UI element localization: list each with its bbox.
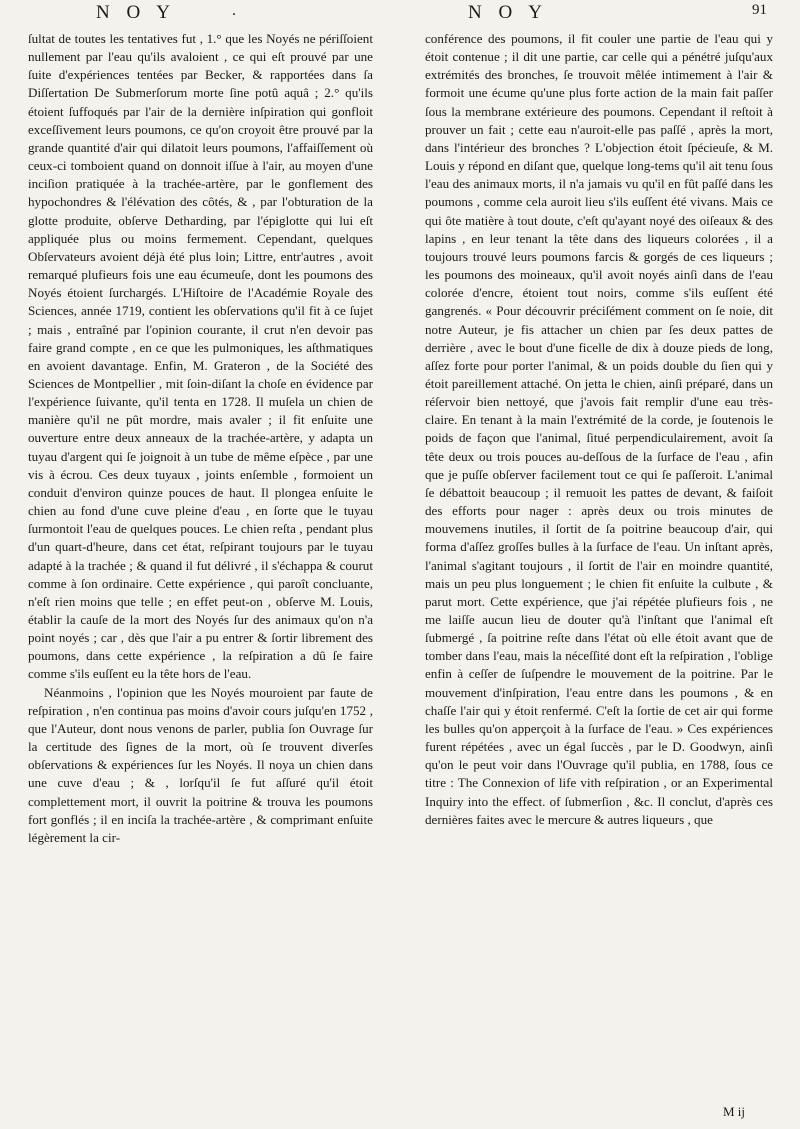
- right-text-column: [425, 30, 773, 829]
- right-paragraph-1: conférence des poumons, il fit couler une partie de l'eau qui y étoit contenue ; il dit une partie, car celle qui a pénétré juſqu'aux extrémités des bronches, ſe trouvoit mêlée intimement à l'air & formoit une écume qu'une plus forte action de la main fait paſſer ſous la membrane extérieure des poumons. Cependant il reſtoit à prouver un fait ; cette eau n'auroit-elle pas paſſé , après la mort, dans l'intérieur des bronches ? L'objection étoit ſpécieuſe, & M. Louis y répond en diſant que, quelque long-tems qu'il ait tenu ſous l'eau des animaux morts, il n'a jamais vu qu'il en fût paſſé dans les poumons , comme cela auroit lieu s'ils euſſent été vivans. Mais ce qui ôte matière à tout doute, c'eſt qu'ayant noyé des oiſeaux & des lapins , en leur tenant la tête dans des liqueurs colorées , il a toujours trouvé leurs poumons farcis & gorgés de ces liqueurs ; les poumons des moineaux, qu'il avoit noyés ainſi dans de l'eau colorée d'encre, étoient tout noirs, comme s'ils euſſent été gangrenés. « Pour découvrir préciſément comment on ſe noie, dit notre Auteur, je fis attacher un chien par ſes deux pattes de derrière , avec le bout d'une ficelle de dix à douze pieds de long, aſſez forte pour porter l'animal, & un poids double du ſien qui y étoit pareillement attaché. On jetta le chien, ainſi préparé, dans un réſervoir bien nettoyé, que j'avois fait remplir d'une eau très-claire. En tenant à la main l'extrémité de la corde, je ſoutenois le poids de façon que l'animal, ſitué perpendiculairement, avoit ſa tête deux ou trois pouces au-deſſous de la ſurface de l'eau , afin que je puſſe obſerver facilement tout ce qui ſe paſſeroit. L'animal ſe débattoit beaucoup ; il remuoit les pattes de devant, & faiſoit des efforts pour nager : après deux ou trois minutes de mouvemens inutiles, il ſortit de ſa poitrine beaucoup d'air, qui forma d'aſſez groſſes bulles à la ſurface de l'eau. Un inſtant après, l'animal s'agitant toujours , il ſortit de l'air en moindre quantité, mais un peu plus longuement ; le chien fit enſuite la culbute , & parut mort. Cette expérience, que j'ai répétée plufieurs fois , ne me laiſſe aucun lieu de douter qu'à l'inſtant que l'animal eſt ſubmergé , ſa poitrine reſte dans l'état où elle étoit avant que de tomber dans l'eau, mais la néceſſité dont eſt la reſpiration , l'oblige enfin à ceſſer de ſuſpendre le mouvement de la poitrine. Par le mouvement d'inſpiration, l'eau entre dans les poumons , & en chaſſe l'air qui y étoit renfermé. C'eſt la ſortie de cet air qui forme les bulles qu'on apperçoit à la ſurface de l'eau. » Ces expériences furent répétées , avec un égal ſuccès , par le D. Goodwyn, ainſi qu'on le peut voir dans l'Ouvrage qu'il publia, en 1788, ſous ce titre : The Connexion of life vith reſpiration , or an Experimental Inquiry into the effect. of ſubmerſion , &c. Il conclut, d'après ces dernières faites avec le mercure & autres liqueurs , que: [425, 31, 773, 827]
- signature-mark: M ij: [723, 1104, 746, 1119]
- left-paragraph-2: Néanmoins , l'opinion que les Noyés mouroient par faute de reſpiration , n'en continua pas moins d'avoir cours juſqu'en 1752 , que l'Auteur, dont nous venons de parler, publia ſon Ouvrage ſur la certitude des ſignes de la mort, où ſe trouvent diverſes obſervations & expériences ſur les Noyés. Il noya un chien dans une cuve d'eau ; & , lorſqu'il ſe fut aſſuré qu'il étoit complettement mort, il ouvrit la poitrine & trouva les poumons fort gonflés ; il en inciſa la trachée-artère , & comprimant enſuite légèrement la cir-: [28, 684, 373, 845]
- running-head-left: N O Y: [96, 2, 176, 23]
- running-head-right: N O Y: [468, 2, 548, 23]
- running-head-mark: .: [232, 2, 236, 19]
- left-text-column: [28, 30, 373, 847]
- left-paragraph-1: ſultat de toutes les tentatives fut , 1.° que les Noyés ne périſſoient nullement par l'eau qu'ils avaloient , ce qui eſt prouvé par une ſuite d'expériences tentées par Becker, & rapportées dans ſa Diſſertation De Submerſorum morte ſine potû aquâ ; 2.° qu'ils étoient ſuffoqués par l'air de la dernière inſpiration qui gonfloit exceſſivement leurs poumons, ce qu'on croyoit être prouvé par la grande quantité d'air qui dilatoit leurs poumons, l'affaiſſement où ceux-ci tomboient quand on donnoit iſſue à l'air, au moyen d'une inciſion pratiquée à la trachée-artère, par le gonflement des hypochondres & l'élévation des côtés, & , par l'obturation de la glotte produite, obſerve Detharding, par l'épiglotte qui lui eſt appliquée plus ou moins fermement. Cependant, quelques Obſervateurs avoient déjà été plus loin; Littre, entr'autres , avoit remarqué plufieurs fois une eau écumeuſe, dont les poumons des Noyés étoient ſurchargés. L'Hiſtoire de l'Académie Royale des Sciences, année 1719, contient les obſervations qu'il fit à ce ſujet ; mais , entraîné par l'opinion courante, il crut n'en devoir pas faire grand compte , en ce que les pulmoniques, les aſthmatiques en avoient davantage. Enfin, M. Grateron , de la Société des Sciences de Montpellier , mit ſoin-diſant la choſe en évidence par l'expérience ſuivante, qu'il tenta en 1728. Il muſela un chien de manière qu'il ne pût mordre, mais avaler ; il fit enſuite une ouverture entre deux anneaux de la trachée-artère, y adapta un tuyau d'argent qui ſe joignoit à un tube de même eſpèce , par une vis à écrou. Ces deux tuyaux , joints enſemble , formoient un conduit d'environ quinze pouces de haut. Il plongea enſuite le chien au fond d'une cuve pleine d'eau , en ſorte que le tuyau ſurmontoit l'eau de quelques pouces. Le chien reſta , pendant plus d'un quart-d'heure, dans cet état, reſpirant toujours par le tuyau adapté à la trachée ; & quand il fut délivré , il s'échappa & courut comme à ſon ordinaire. Cette expérience , qui paroît concluante, n'eſt rien moins que telle ; en effet peut-on , obſerve M. Louis, établir la cauſe de la mort des Noyés ſur des animaux qu'on n'a point noyés ; car , dès que l'air a pu entrer & ſortir librement des poumons, dans cette expérience , la reſpiration a dû ſe faire comme s'ils euſſent eu la tête hors de l'eau.: [28, 31, 373, 682]
- running-head: [0, 2, 800, 28]
- page-number: 91: [752, 2, 767, 18]
